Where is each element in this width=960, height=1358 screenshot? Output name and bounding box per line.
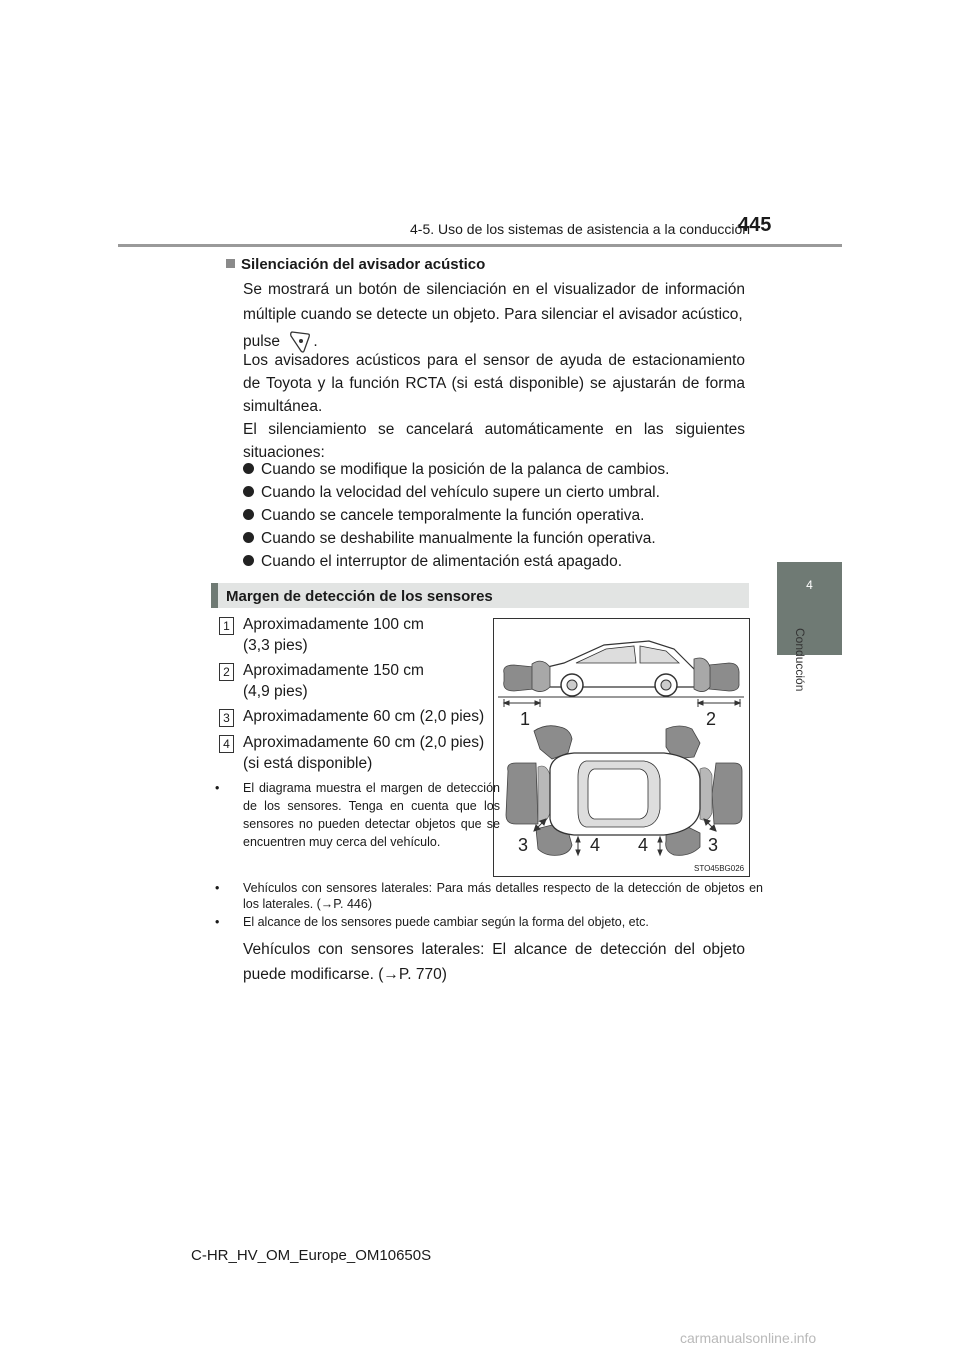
note-object-shape: • El alcance de los sensores puede cambiar según la forma del objeto, etc. — [215, 915, 649, 929]
note-diagram: • El diagrama muestra el margen de detección de los sensores. Tenga en cuenta que los sensores no pueden detectar objetos que se encuentren muy cerca del vehículo. — [215, 781, 500, 849]
item-number-box: 1 — [219, 617, 234, 635]
press-text: pulse — [243, 333, 281, 350]
bullet-item: Cuando la velocidad del vehículo supere un cierto umbral. — [243, 484, 660, 502]
bullet-dot-icon — [243, 509, 254, 520]
figure-label-4: 4 — [590, 835, 601, 855]
figure-label-3b: 3 — [708, 835, 719, 855]
bullet-item: Cuando se modifique la posición de la palanca de cambios. — [243, 461, 669, 479]
bullet-item: Cuando se deshabilite manualmente la función operativa. — [243, 530, 656, 548]
note-lateral-sensors: • Vehículos con sensores laterales: Para más detalles respecto de la detección de objetos en los laterales. (→P. 446) — [215, 881, 763, 911]
watermark: carmanualsonline.info — [680, 1330, 817, 1346]
sensor-range-illustration — [494, 619, 749, 876]
header-section-title: 4-5. Uso de los sistemas de asistencia a la conducción — [410, 221, 751, 237]
figure-label-2: 2 — [706, 709, 717, 729]
figure-label-4b: 4 — [638, 835, 649, 855]
footer-doc-code: C-HR_HV_OM_Europe_OM10650S — [191, 1247, 432, 1264]
header-rule — [118, 244, 842, 247]
bullet-dot-icon — [243, 463, 254, 474]
figure-label-3: 3 — [518, 835, 529, 855]
section-heading-silencing — [226, 256, 485, 273]
paragraph-lateral-range: Vehículos con sensores laterales: El alcance de detección del objeto puede modificarse. (→P. 770) — [243, 941, 745, 983]
range-item-4: Aproximadamente 60 cm (2,0 pies) (si está disponible) — [243, 734, 485, 772]
figure-label-1: 1 — [520, 709, 531, 729]
figure-code: STO45BG026 — [694, 864, 745, 873]
car-top-view — [550, 753, 700, 835]
section-heading-text: Silenciación del avisador acústico — [241, 256, 486, 273]
sensor-range-diagram — [493, 618, 750, 877]
range-item-2: Aproximadamente 150 cm (4,9 pies) — [243, 662, 424, 700]
page-number: 445 — [738, 214, 772, 236]
range-item-3: Aproximadamente 60 cm (2,0 pies) — [243, 708, 485, 725]
bullet-dot-icon — [243, 486, 254, 497]
item-number-box: 4 — [219, 735, 234, 753]
chapter-tab-number: 4 — [806, 578, 813, 592]
bullet-item: Cuando se cancele temporalmente la función operativa. — [243, 507, 644, 525]
paragraph-mute-button: Se mostrará un botón de silenciación en el visualizador de información múltiple cuando se detecte un objeto. Para silenciar el avisador acústico, — [243, 281, 745, 323]
item-number-box: 2 — [219, 663, 234, 681]
range-item-1: Aproximadamente 100 cm (3,3 pies) — [243, 616, 424, 654]
item-number-box: 3 — [219, 709, 234, 727]
bullet-dot-icon — [243, 532, 254, 543]
square-bullet-icon — [226, 259, 235, 268]
paragraph-cancel-situations: El silenciamiento se cancelará automáticamente en las siguientes situaciones: — [243, 421, 745, 461]
car-side-view — [532, 641, 704, 696]
paragraph-simultaneous: Los avisadores acústicos para el sensor de ayuda de estacionamiento de Toyota y la función RCTA (si está disponible) se ajustarán de forma simultánea. — [243, 352, 745, 415]
period-text: . — [313, 333, 318, 350]
chapter-tab-label: Conducción — [793, 628, 807, 692]
section-heading-detection-range: Margen de detección de los sensores — [211, 583, 749, 608]
range-arrows — [504, 699, 740, 707]
bullet-dot-icon — [243, 555, 254, 566]
bullet-item: Cuando el interruptor de alimentación está apagado. — [243, 553, 622, 571]
